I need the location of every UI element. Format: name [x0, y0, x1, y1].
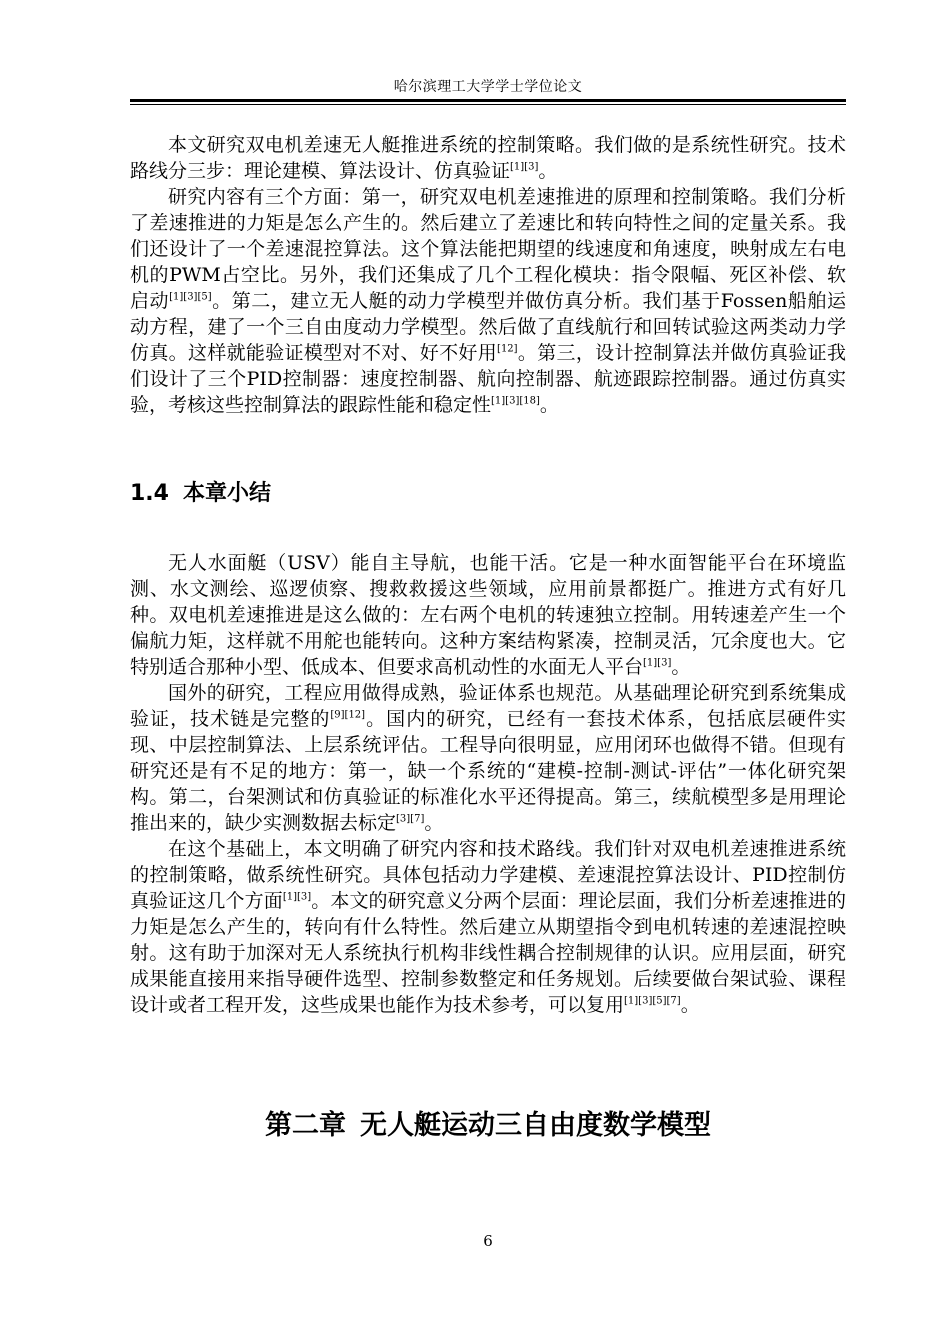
- paragraph-text: 。本文的研究意义分两个层面：理论层面，我们分析差速推进的力矩是怎么产生的，转向有什么特性。然后建立从期望指令到电机转速的差速混控映射。这有助于加深对无人系统执行机构非线性耦合控制规律的认识。应用层面，研究成果能直接用来指导硬件选型、控制参数整定和任务规划。后续要做台架试验、课程设计或者工程开发，这些成果也能作为技术参考，可以复用: [130, 890, 846, 1016]
- paragraph-text: 在这个基础上，本文明确了研究内容和技术路线。我们针对双电机差速推进系统的控制策略，做系统性研究。具体包括动力学建模、差速混控算法设计、PID控制仿真验证这几个方面: [130, 838, 846, 912]
- citation: [1][3]: [643, 657, 672, 669]
- citation: [9][12]: [330, 709, 366, 721]
- paragraph-text: 。: [680, 994, 700, 1016]
- paragraph-text: 。国内的研究，已经有一套技术体系，包括底层硬件实现、中层控制算法、上层系统评估。工程导向很明显，应用闭环也做得不错。但现有研究还是有不足的地方：第一，缺一个系统的“建模-控制-测试-评估”一体化研究架构。第二，台架测试和仿真验证的标准化水平还得提高。第三，续航模型多是用理论推出来的，缺少实测数据去标定: [130, 708, 846, 834]
- paragraph-text: 国外的研究，工程应用做得成熟，验证体系也规范。从基础理论研究到系统集成验证，技术链是完整的: [130, 682, 846, 730]
- paragraph-research-content: [130, 184, 846, 418]
- citation: [1][3][18]: [491, 395, 540, 407]
- chapter-number: 第二章: [265, 1110, 346, 1141]
- paragraph-text: 无人水面艇（USV）能自主导航，也能干活。它是一种水面智能平台在环境监测、水文测绘、巡逻侦察、搜救救援这些领域，应用前景都挺广。推进方式有好几种。双电机差速推进是这么做的：左右两个电机的转速独立控制。用转速差产生一个偏航力矩，这样就不用舵也能转向。这种方案结构紧凑，控制灵活，冗余度也大。它特别适合那种小型、低成本、但要求高机动性的水面无人平台: [130, 552, 846, 678]
- paragraph-text: 。: [671, 656, 691, 678]
- top-paragraphs: [130, 132, 846, 418]
- running-header: 哈尔滨理工大学学士学位论文: [393, 79, 583, 95]
- paragraph-intro: [130, 132, 846, 184]
- page-number: 6: [483, 1232, 493, 1250]
- paragraph-research-status: [130, 680, 846, 836]
- paragraph-usv-overview: [130, 550, 846, 680]
- paragraph-text: 。: [539, 394, 559, 416]
- paragraph-text: 。: [424, 812, 444, 834]
- citation: [1][3]: [510, 161, 539, 173]
- citation: [3][7]: [396, 813, 425, 825]
- citation: [12]: [497, 343, 518, 355]
- section-heading: [130, 481, 271, 507]
- header-rule-thin: [130, 104, 846, 105]
- header-rule: [130, 99, 846, 102]
- citation: [1][3][5][7]: [624, 995, 681, 1007]
- chapter-title: 无人艇运动三自由度数学模型: [360, 1110, 711, 1141]
- citation: [1][3]: [282, 891, 312, 903]
- section-number: 1.4: [130, 481, 169, 506]
- paragraph-text: 。第二，建立无人艇的动力学模型并做仿真分析。我们基于Fossen船舶运动方程，建了一个三自由度动力学模型。然后做了直线航行和回转试验这两类动力学仿真。这样就能验证模型对不对、好不好用: [130, 290, 846, 364]
- paragraph-text: 。: [538, 160, 558, 182]
- chapter-heading: [130, 1110, 846, 1142]
- paragraph-text: 本文研究双电机差速无人艇推进系统的控制策略。我们做的是系统性研究。技术路线分三步：理论建模、算法设计、仿真验证: [130, 134, 846, 182]
- summary-paragraphs: [130, 550, 846, 1018]
- section-title: 本章小结: [182, 481, 271, 506]
- paragraph-significance: [130, 836, 846, 1018]
- paragraph-text: 。第三，设计控制算法并做仿真验证我们设计了三个PID控制器：速度控制器、航向控制器、航迹跟踪控制器。通过仿真实验，考核这些控制算法的跟踪性能和稳定性: [130, 342, 846, 416]
- citation: [1][3][5]: [169, 291, 212, 303]
- paragraph-text: 研究内容有三个方面：第一，研究双电机差速推进的原理和控制策略。我们分析了差速推进的力矩是怎么产生的。然后建立了差速比和转向特性之间的定量关系。我们还设计了一个差速混控算法。这个算法能把期望的线速度和角速度，映射成左右电机的PWM占空比。另外，我们还集成了几个工程化模块：指令限幅、死区补偿、软启动: [130, 186, 846, 312]
